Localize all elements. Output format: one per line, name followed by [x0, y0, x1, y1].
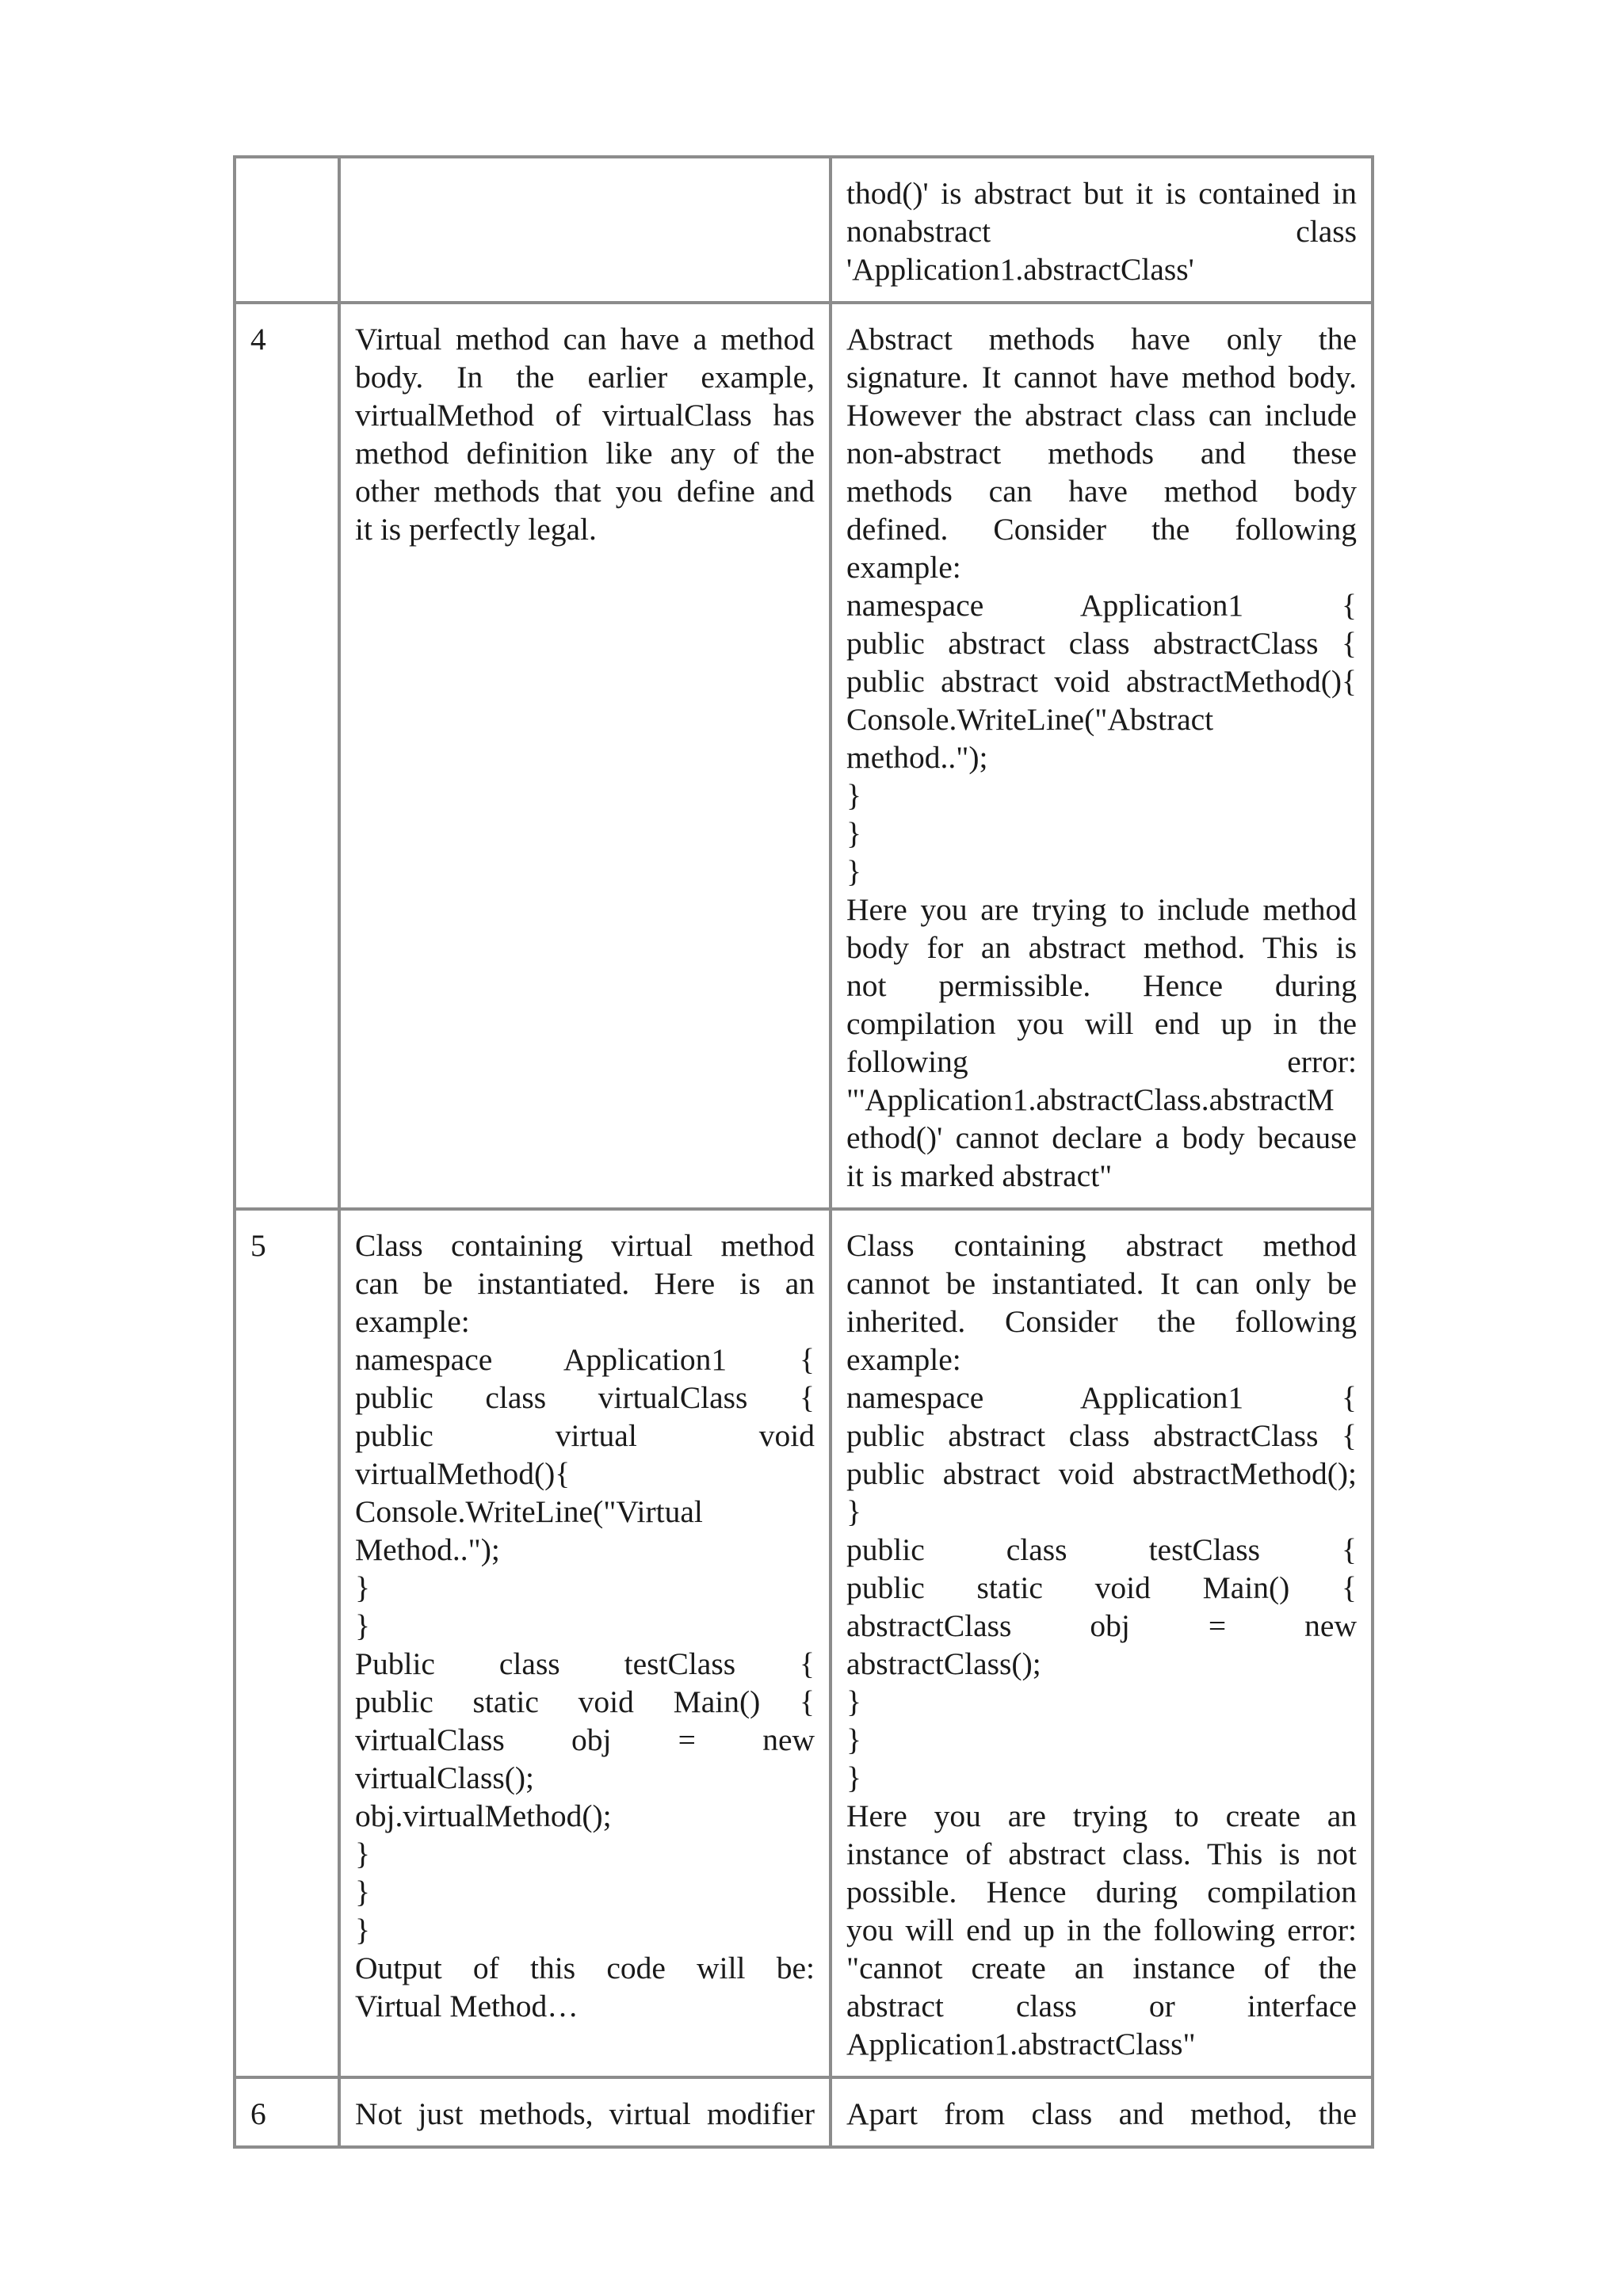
code-line: abstractClass obj = new — [846, 1608, 1357, 1643]
text-line: "'Application1.abstractClass.abstractM — [846, 1082, 1335, 1117]
code-line: virtualClass(); — [355, 1760, 534, 1795]
text-line: body. In the earlier example, — [355, 360, 815, 395]
code-line: public static void Main() { — [355, 1684, 815, 1719]
text-line: method definition like any of the — [355, 436, 815, 471]
text-line: Application1.abstractClass" — [846, 2027, 1196, 2061]
text-line: non-abstract methods and these — [846, 436, 1357, 471]
code-line: } — [846, 1722, 861, 1757]
text-line: Not just methods, virtual modifier — [355, 2096, 815, 2131]
code-line: Public class testClass { — [355, 1646, 815, 1681]
table-row — [235, 157, 1373, 303]
text-line: defined. Consider the following — [846, 512, 1357, 547]
table-row — [235, 2077, 1373, 2147]
text-line: body for an abstract method. This is — [846, 930, 1357, 965]
text-line: cannot be instantiated. It can only be — [846, 1266, 1357, 1301]
text-line: other methods that you define and — [355, 474, 815, 509]
comparison-table — [233, 155, 1374, 2149]
text-line: example: — [846, 550, 961, 585]
text-line: compilation you will end up in the — [846, 1006, 1357, 1041]
text-line: abstract class or interface — [846, 1989, 1357, 2023]
text-line: methods can have method body — [846, 474, 1357, 509]
virtual-cell — [339, 1209, 831, 2077]
text-line: not permissible. Hence during — [846, 968, 1357, 1003]
code-line: method.."); — [846, 740, 988, 775]
text-line: instance of abstract class. This is not — [846, 1836, 1357, 1871]
code-line: } — [355, 1608, 370, 1643]
virtual-cell — [339, 303, 831, 1209]
code-line: public abstract class abstractClass { — [846, 1418, 1357, 1453]
text-line: it is marked abstract" — [846, 1158, 1113, 1193]
code-line: virtualMethod(){ — [355, 1456, 571, 1491]
code-line: } — [846, 778, 861, 813]
row-number-cell — [235, 303, 339, 1209]
text-line: 'Application1.abstractClass' — [846, 252, 1194, 287]
text-line: ethod()' cannot declare a body because — [846, 1120, 1357, 1155]
text-line: Virtual method can have a method — [355, 322, 815, 357]
row-number-cell — [235, 157, 339, 303]
table-row — [235, 1209, 1373, 2077]
text-line: it is perfectly legal. — [355, 512, 597, 547]
code-line: public abstract void abstractMethod(); — [846, 1456, 1357, 1491]
code-line: } — [846, 854, 861, 889]
code-line: } — [846, 816, 861, 851]
code-line: } — [846, 1494, 861, 1529]
abstract-cell — [831, 303, 1373, 1209]
text-line: can be instantiated. Here is an — [355, 1266, 815, 1301]
code-line: virtualClass obj = new — [355, 1722, 815, 1757]
code-line: } — [355, 1913, 370, 1947]
code-line: namespace Application1 { — [355, 1342, 815, 1377]
text-line: Output of this code will be: — [355, 1951, 815, 1985]
abstract-cell — [831, 157, 1373, 303]
code-line: } — [355, 1570, 370, 1605]
code-line: } — [355, 1836, 370, 1871]
text-line: example: — [355, 1304, 470, 1339]
virtual-cell — [339, 2077, 831, 2147]
text-line: thod()' is abstract but it is contained in — [846, 176, 1357, 211]
text-line: Here you are trying to include method — [846, 892, 1357, 927]
text-line: possible. Hence during compilation — [846, 1875, 1357, 1909]
text-line: following error: — [846, 1044, 1357, 1079]
code-line: abstractClass(); — [846, 1646, 1041, 1681]
row-number-cell — [235, 1209, 339, 2077]
text-line: you will end up in the following error: — [846, 1913, 1357, 1947]
code-line: public static void Main() { — [846, 1570, 1357, 1605]
abstract-cell — [831, 2077, 1373, 2147]
code-line: Console.WriteLine("Virtual — [355, 1494, 703, 1529]
row-number: 5 — [250, 1228, 266, 1263]
abstract-cell — [831, 1209, 1373, 2077]
code-line: public class virtualClass { — [355, 1380, 815, 1415]
text-line: signature. It cannot have method body. — [846, 360, 1357, 395]
text-line: nonabstract class — [846, 214, 1357, 249]
table-row — [235, 303, 1373, 1209]
virtual-cell — [339, 157, 831, 303]
text-line: virtualMethod of virtualClass has — [355, 398, 815, 433]
text-line: However the abstract class can include — [846, 398, 1357, 433]
code-line: public class testClass { — [846, 1532, 1357, 1567]
row-number-cell — [235, 2077, 339, 2147]
text-line: Here you are trying to create an — [846, 1798, 1357, 1833]
code-line: Method.."); — [355, 1532, 500, 1567]
code-line: obj.virtualMethod(); — [355, 1798, 612, 1833]
text-line: Abstract methods have only the — [846, 322, 1357, 357]
code-line: namespace Application1 { — [846, 588, 1357, 623]
code-line: namespace Application1 { — [846, 1380, 1357, 1415]
code-line: } — [846, 1684, 861, 1719]
text-line: inherited. Consider the following — [846, 1304, 1357, 1339]
text-line: Virtual Method… — [355, 1989, 579, 2023]
text-line: Apart from class and method, the — [846, 2096, 1357, 2131]
row-number: 6 — [250, 2096, 266, 2131]
text-line: Class containing virtual method — [355, 1228, 815, 1263]
text-line: "cannot create an instance of the — [846, 1951, 1357, 1985]
code-line: public abstract class abstractClass { — [846, 626, 1357, 661]
text-line: Class containing abstract method — [846, 1228, 1357, 1263]
code-line: public virtual void — [355, 1418, 815, 1453]
code-line: } — [355, 1875, 370, 1909]
row-number: 4 — [250, 322, 266, 357]
code-line: public abstract void abstractMethod(){ — [846, 664, 1357, 699]
code-line: Console.WriteLine("Abstract — [846, 702, 1214, 737]
text-line: example: — [846, 1342, 961, 1377]
code-line: } — [846, 1760, 861, 1795]
